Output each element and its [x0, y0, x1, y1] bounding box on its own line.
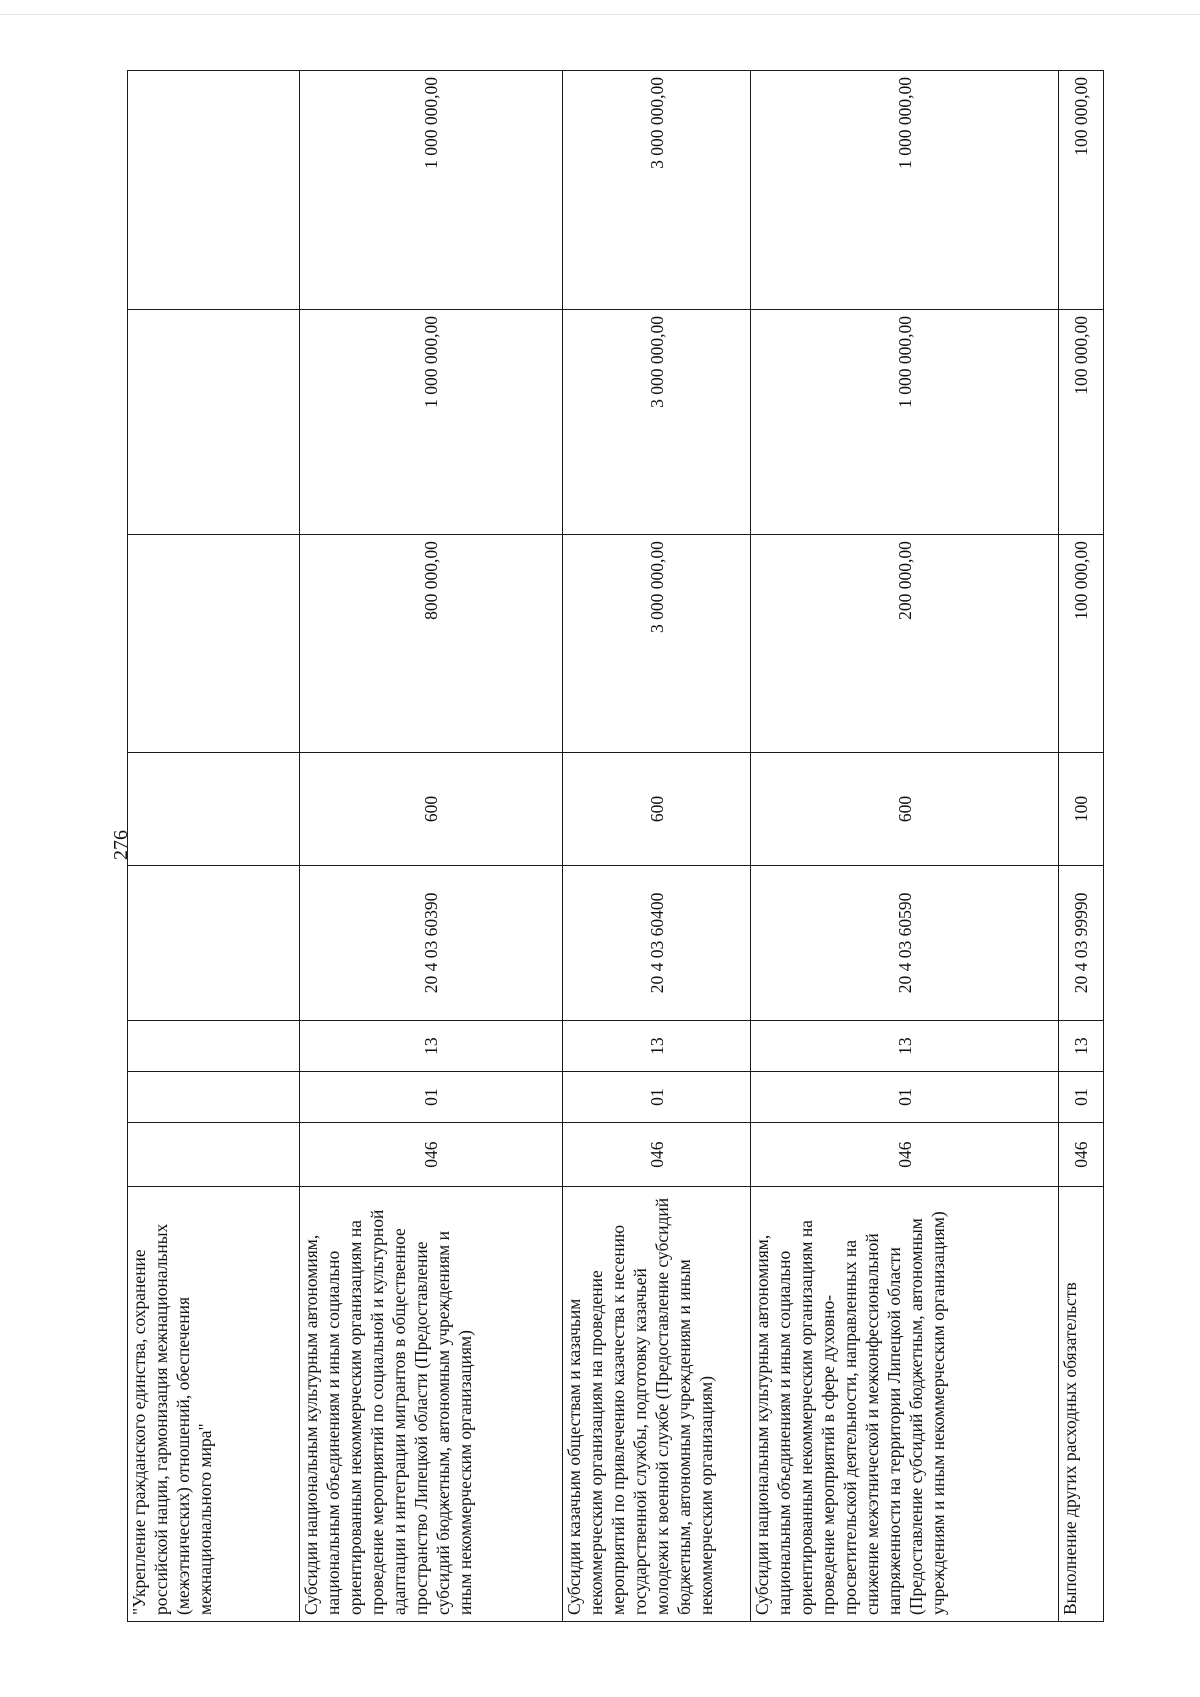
amount-2022-cell: [128, 310, 300, 535]
expense-type-cell: 600: [563, 753, 751, 866]
ministry-code-cell: [128, 1123, 300, 1187]
target-article-cell: [128, 865, 300, 1020]
amount-2021-cell: 200 000,00: [751, 535, 1059, 753]
amount-2021-cell: 800 000,00: [300, 535, 563, 753]
subsection-code-cell: 13: [300, 1021, 563, 1072]
amount-2021-cell: [128, 535, 300, 753]
amount-2021-cell: 3 000 000,00: [563, 535, 751, 753]
ministry-code-cell: 046: [300, 1123, 563, 1187]
row-description: Субсидии казачьим обществам и казачьим некоммерческим организациям на проведение мероприятий по привлечению казачества к несению государственной службы, подготовку казачьей молодежи к военной службе (Предоставление субсидий бюджетным, автономным учреждениям и иным некоммерческим организациям): [563, 1186, 751, 1621]
target-article-cell: 20 4 03 99990: [1059, 865, 1104, 1020]
expense-type-cell: [128, 753, 300, 866]
amount-2023-cell: 3 000 000,00: [563, 71, 751, 310]
expense-type-cell: 100: [1059, 753, 1104, 866]
amount-2022-cell: 1 000 000,00: [300, 310, 563, 535]
table-row: [1059, 71, 1104, 1622]
subsection-code-cell: 13: [751, 1021, 1059, 1072]
amount-2022-cell: 3 000 000,00: [563, 310, 751, 535]
amount-2022-cell: 100 000,00: [1059, 310, 1104, 535]
target-article-cell: 20 4 03 60390: [300, 865, 563, 1020]
scan-edge: [0, 0, 1200, 15]
ministry-code-cell: 046: [563, 1123, 751, 1187]
amount-2021-cell: 100 000,00: [1059, 535, 1104, 753]
table-row: [563, 71, 751, 1622]
page-number: 276: [110, 830, 132, 860]
row-description: Выполнение других расходных обязательств: [1059, 1186, 1104, 1621]
row-description: Субсидии национальным культурным автономиям, национальным объединениям и иным социально ориентированным некоммерческим организациям на проведение мероприятий в сфере духовно-просветительской деятельности, направленных на снижение межэтнической и межконфессиональной напряженности на территории Липецкой области (Предоставление субсидий бюджетным, автономным учреждениям и иным некоммерческим организациям): [751, 1186, 1059, 1621]
amount-2022-cell: 1 000 000,00: [751, 310, 1059, 535]
ministry-code-cell: 046: [751, 1123, 1059, 1187]
ministry-code-cell: 046: [1059, 1123, 1104, 1187]
table-row: [300, 71, 563, 1622]
rotated-table-wrapper: [127, 70, 1103, 1622]
section-code-cell: 01: [751, 1072, 1059, 1123]
amount-2023-cell: 1 000 000,00: [751, 71, 1059, 310]
expense-type-cell: 600: [300, 753, 563, 866]
budget-allocation-table: [127, 70, 1104, 1622]
amount-2023-cell: 100 000,00: [1059, 71, 1104, 310]
amount-2023-cell: 1 000 000,00: [300, 71, 563, 310]
subsection-code-cell: 13: [563, 1021, 751, 1072]
subsection-code-cell: 13: [1059, 1021, 1104, 1072]
section-code-cell: 01: [563, 1072, 751, 1123]
amount-2023-cell: [128, 71, 300, 310]
target-article-cell: 20 4 03 60590: [751, 865, 1059, 1020]
subsection-code-cell: [128, 1021, 300, 1072]
section-code-cell: 01: [300, 1072, 563, 1123]
target-article-cell: 20 4 03 60400: [563, 865, 751, 1020]
expense-type-cell: 600: [751, 753, 1059, 866]
row-description: "Укрепление гражданского единства, сохранение российской нации, гармонизация межнациональных (межэтнических) отношений, обеспечения межнационального мира": [128, 1186, 300, 1621]
table-row: [128, 71, 300, 1622]
section-code-cell: 01: [1059, 1072, 1104, 1123]
row-description: Субсидии национальным культурным автономиям, национальным объединениям и иным социально ориентированным некоммерческим организациям на проведение мероприятий по социальной и культурной адаптации и интеграции мигрантов в общественное пространство Липецкой области (Предоставление субсидий бюджетным, автономным учреждениям и иным некоммерческим организациям): [300, 1186, 563, 1621]
section-code-cell: [128, 1072, 300, 1123]
table-row: [751, 71, 1059, 1622]
